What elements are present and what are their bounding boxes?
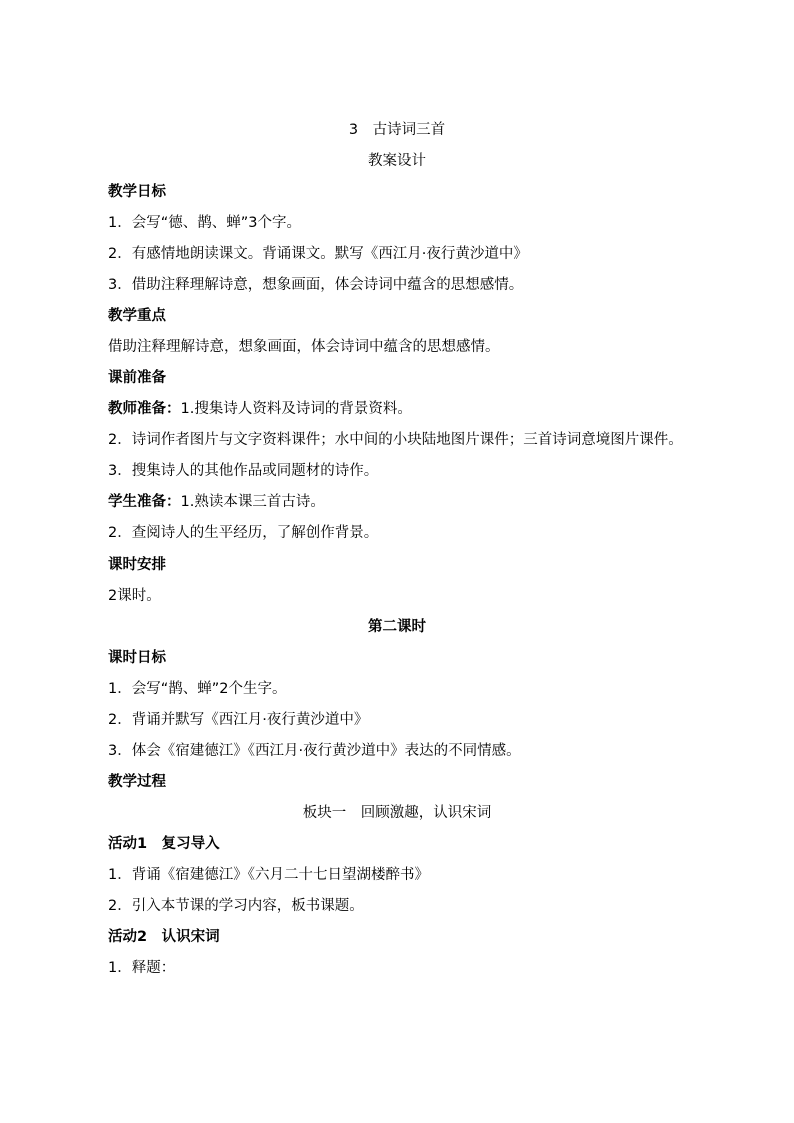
goal-item: 3．借助注释理解诗意，想象画面，体会诗词中蕴含的思想感情。 <box>108 277 524 293</box>
key-points-heading: 教学重点 <box>108 308 166 324</box>
teacher-prep-line <box>108 399 412 419</box>
activity2-item: 1．释题： <box>108 960 176 976</box>
goal-item: 1．会写“德、鹊、蝉”3个字。 <box>108 215 301 231</box>
teacher-prep-item: 1.搜集诗人资料及诗词的背景资料。 <box>180 401 412 417</box>
student-prep-line <box>108 492 325 512</box>
student-prep-item: 1.熟读本课三首古诗。 <box>180 494 325 510</box>
process-heading: 教学过程 <box>108 774 166 790</box>
teacher-prep-label: 教师准备： <box>108 401 181 417</box>
lesson-goals-heading: 课时日标 <box>108 650 166 666</box>
student-prep-item: 2．查阅诗人的生平经历，了解创作背景。 <box>108 525 379 541</box>
activity1-item: 2．引入本节课的学习内容，板书课题。 <box>108 898 364 914</box>
goal-item: 2．有感情地朗读课文。背诵课文。默写《西江月·夜行黄沙道中》 <box>108 246 528 262</box>
lesson2-title: 第二课时 <box>368 619 426 635</box>
schedule-text: 2课时。 <box>108 588 161 604</box>
activity2-title: 活动2 认识宋词 <box>108 929 220 945</box>
student-prep-label: 学生准备： <box>108 494 181 510</box>
lesson-title: 3 古诗词三首 <box>348 122 446 138</box>
lesson-subtitle: 教案设计 <box>368 153 426 169</box>
section1-title: 板块一 回顾激趣，认识宋词 <box>302 805 492 821</box>
schedule-heading: 课时安排 <box>108 557 166 573</box>
teacher-prep-item: 3．搜集诗人的其他作品或同题材的诗作。 <box>108 463 379 479</box>
activity1-item: 1．背诵《宿建德江》《六月二十七日望湖楼醉书》 <box>108 867 429 883</box>
goals-heading: 教学日标 <box>108 184 166 200</box>
activity1-title: 活动1 复习导入 <box>108 836 220 852</box>
lesson-goal-item: 1．会写“鹊、蝉”2个生字。 <box>108 681 287 697</box>
lesson-goal-item: 3．体会《宿建德江》《西江月·夜行黄沙道中》表达的不同情感。 <box>108 743 521 759</box>
preparation-heading: 课前准备 <box>108 370 166 386</box>
key-points-text: 借助注释理解诗意，想象画面，体会诗词中蕴含的思想感情。 <box>108 339 500 355</box>
teacher-prep-item: 2．诗词作者图片与文字资料课件；水中间的小块陆地图片课件；三首诗词意境图片课件。 <box>108 432 683 448</box>
lesson-goal-item: 2．背诵并默写《西江月·夜行黄沙道中》 <box>108 712 369 728</box>
